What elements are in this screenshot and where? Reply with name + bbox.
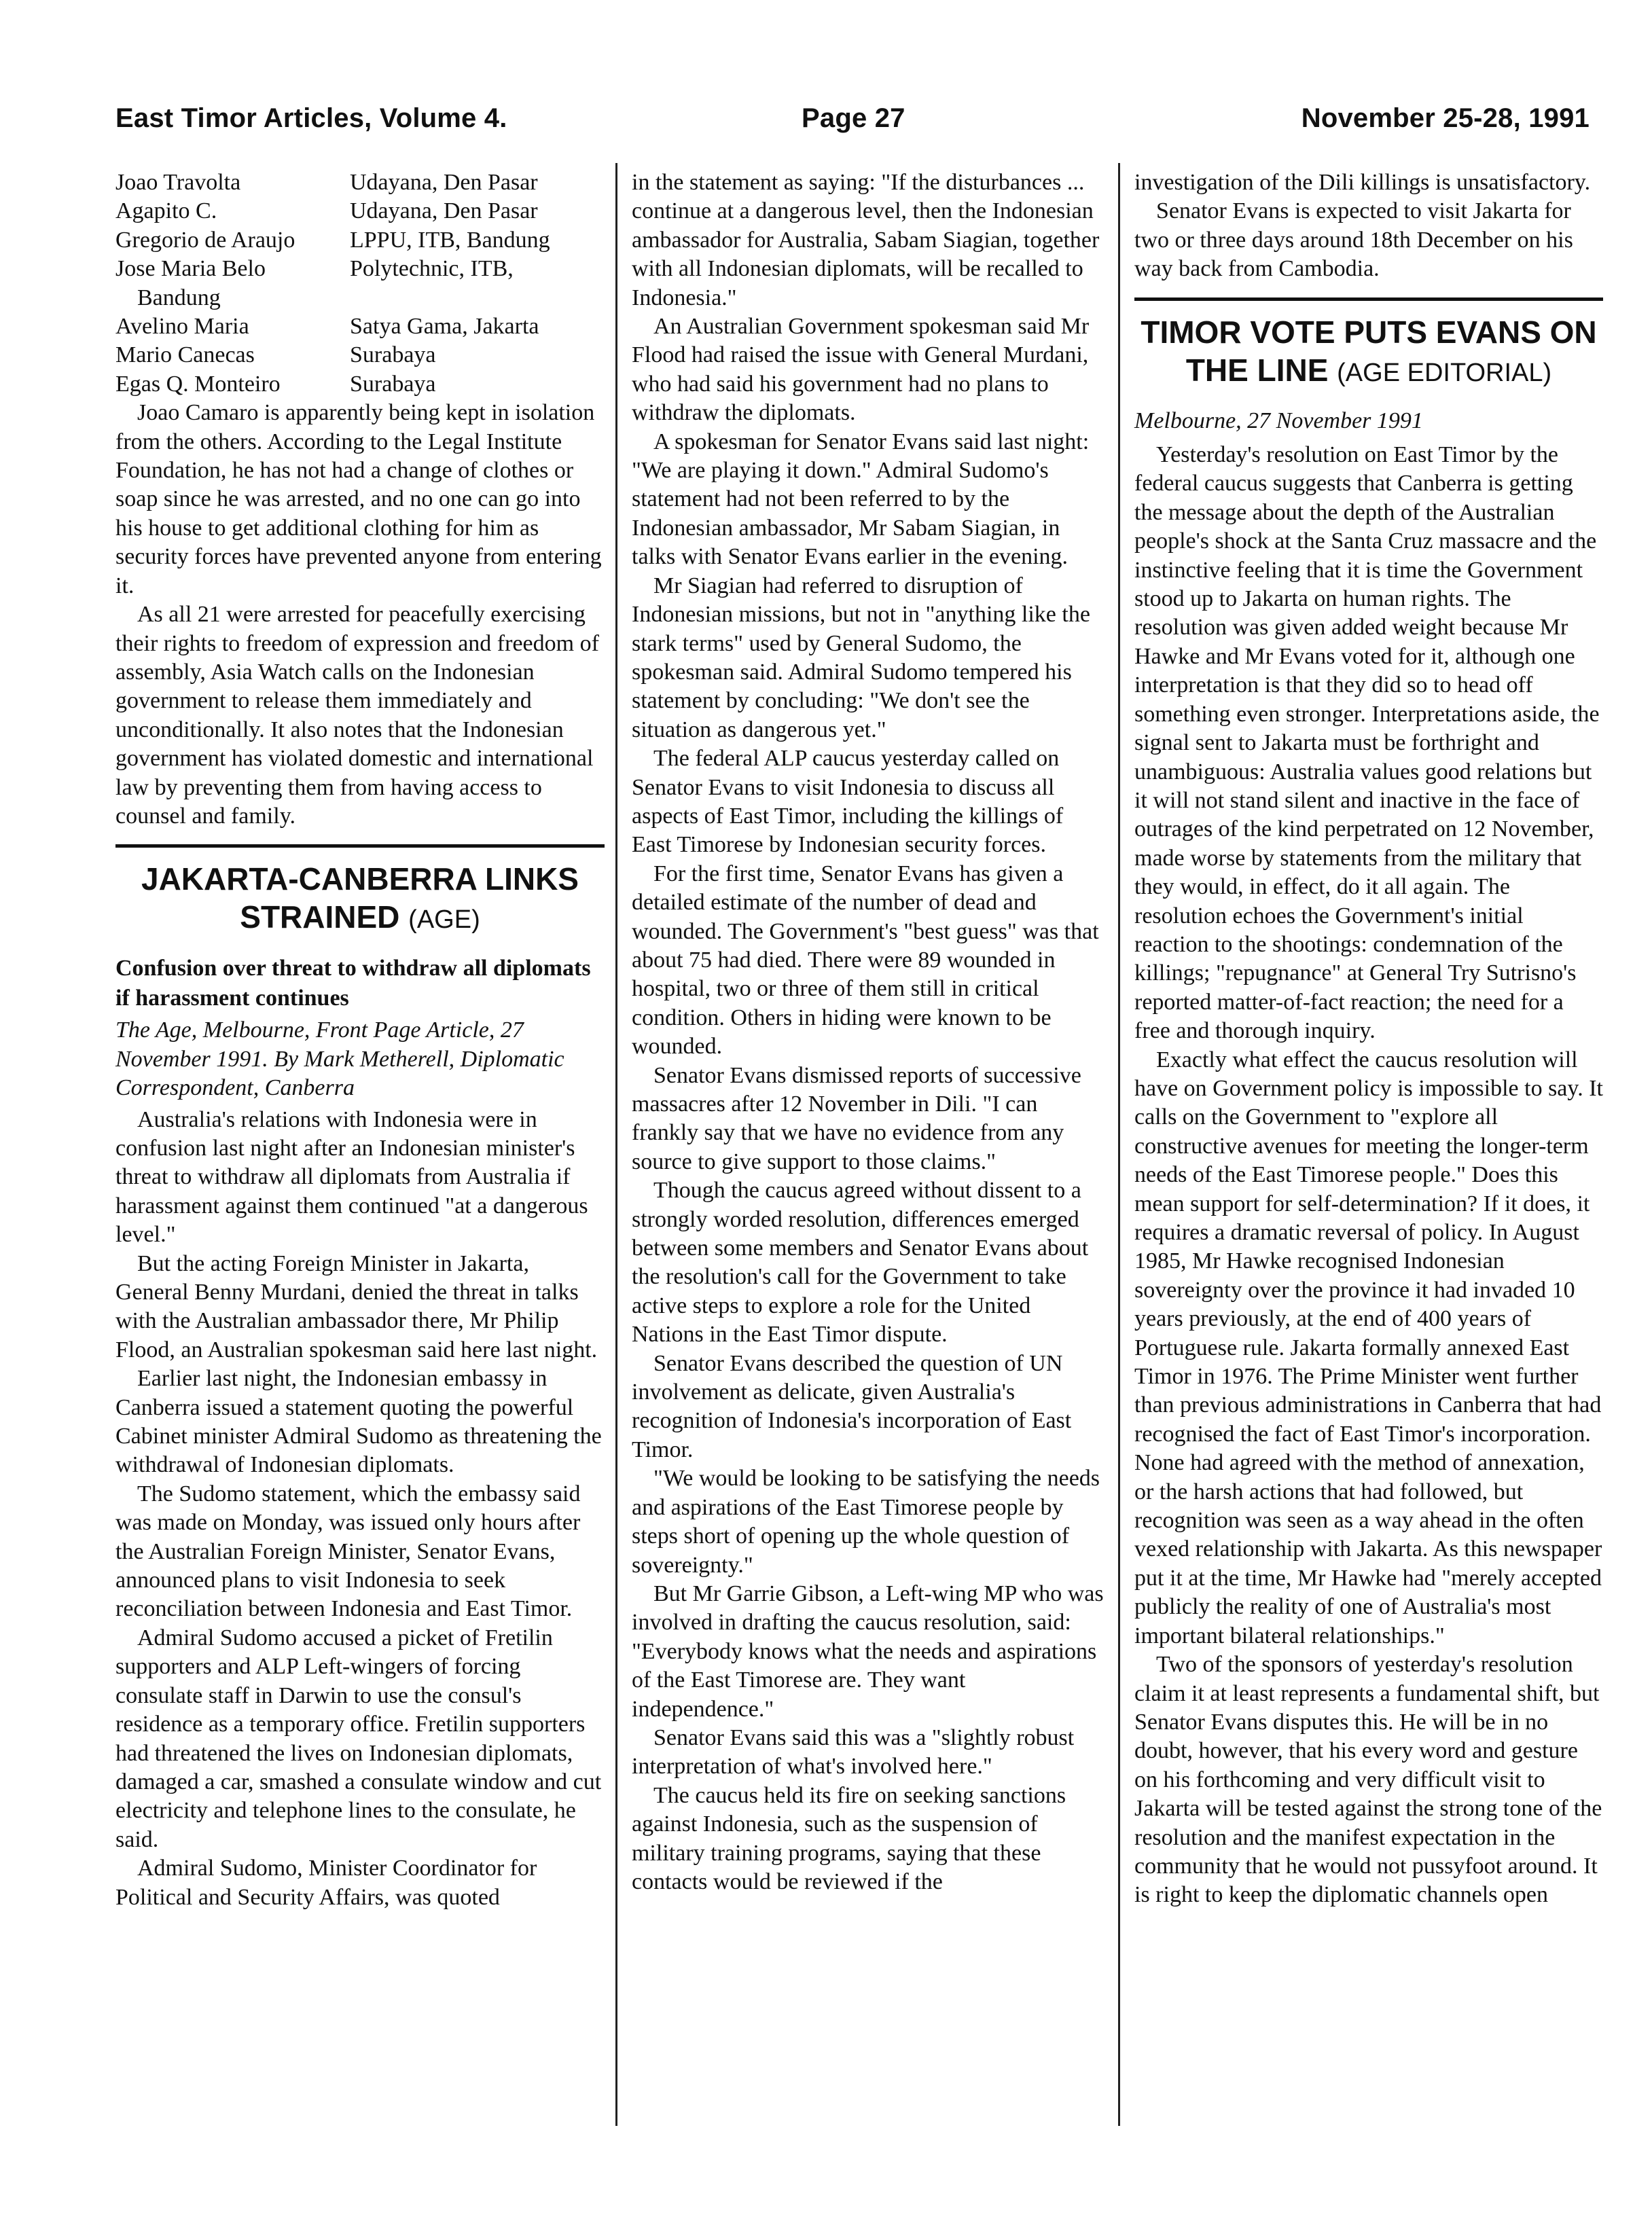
roster-place: Udayana, Den Pasar (350, 198, 538, 224)
paragraph: Two of the sponsors of yesterday's resolution claim it at least represents a fundamental shift, but Senator Evans disputes this. He will be in no doubt, however, that his every word and gesture on his forthcoming and very difficult visit to Jakarta will be tested against the strong tone of the resolution and the manifest expectation in the community that he would not pussyfoot around. It is right to keep the diplomatic channels open (1134, 1652, 1602, 1908)
column-3 (1134, 168, 1603, 1910)
paragraph: Yesterday's resolution on East Timor by the federal caucus suggests that Canberra is getting the message about the depth of the Australian people's shock at the Santa Cruz massacre and the instinctive feeling that it is time the Government stood up to Jakarta on human rights. The resolution was given added weight because Mr Hawke and Mr Evans voted for it, although one interpretation is that they did so to head off something even stronger. Interpretations aside, the signal sent to Jakarta must be forthright and unambiguous: Australia values good relations but it will not stand silent and inactive in the face of outrages of the kind perpetrated on 12 November, made worse by statements from the military that they would, in effect, do it all again. The resolution echoes the Government's initial reaction to the shootings: condemnation of the killings; "repugnance" at General Try Sutrisno's reported matter-of-fact reaction; the need for a free and thorough inquiry. (1134, 442, 1600, 1044)
paragraph-continued: in the statement as saying: "If the disturbances ... continue at a dangerous level, then the Indonesian ambassador for Australia, Sabam Siagian, together with all Indonesian diplomats, will be recalled to Indonesia." (632, 170, 1100, 310)
roster-name: Jose Maria Belo (115, 256, 266, 282)
paragraph: A spokesman for Senator Evans said last night: "We are playing it down." Admiral Sudomo's statement had not been referred to by the Indonesian ambassador, Mr Sabam Siagian, in talks with Senator Evans earlier in the evening. (632, 429, 1090, 570)
column-2 (632, 168, 1107, 1896)
article-byline: The Age, Melbourne, Front Page Article, 27 November 1991. By Mark Metherell, Diplomatic Correspondent, Canberra (115, 1017, 564, 1101)
paragraph: An Australian Government spokesman said Mr Flood had raised the issue with General Murdani, who had said his government had no plans to withdraw the diplomats. (632, 314, 1090, 426)
paragraph: Admiral Sudomo accused a picket of Fretilin supporters and ALP Left-wingers of forcing consulate staff in Darwin to use the consul's residence as a temporary office. Fretilin supporters had threatened the lives on Indonesian diplomats, damaged a car, smashed a consulate window and cut electricity and telephone lines to the consulate, he said. (115, 1625, 602, 1852)
paragraph: But Mr Garrie Gibson, a Left-wing MP who was involved in drafting the caucus resolution, said: "Everybody knows what the needs and aspirations of the East Timorese are. They want independence." (632, 1581, 1104, 1722)
paragraph: Exactly what effect the caucus resolution will have on Government policy is impossible to say. It calls on the Government to "explore all constructive avenues for meeting the longer-term needs of the East Timorese people." Does this mean support for self-determination? If it does, it requires a dramatic reversal of policy. In August 1985, Mr Hawke recognised Indonesian sovereignty over the province it had invaded 10 years previously, at the end of 400 years of Portuguese rule. Jakarta formally annexed East Timor in 1976. The Prime Minister went further than previous administrations in Canberra that had recognised the fact of East Timor's incorporation. None had agreed with the method of annexation, or the harsh actions that had followed, but recognition was seen as a way ahead in the often vexed relationship with Jakarta. As this newspaper put it at the time, Mr Hawke had "merely accepted publicly the reality of one of Australia's most important bilateral relationships." (1134, 1047, 1603, 1648)
column-1 (115, 168, 605, 1912)
paragraph: Senator Evans described the question of UN involvement as delicate, given Australia's recognition of Indonesia's incorporation of East Timor. (632, 1350, 1072, 1462)
roster-place: Surabaya (350, 371, 436, 397)
detainee-roster (115, 168, 605, 399)
running-header-date: November 25-28, 1991 (1301, 103, 1590, 133)
paragraph: As all 21 were arrested for peacefully exercising their rights to freedom of expression and freedom of assembly, Asia Watch calls on the Indonesian government to release them immediately and unconditionally. It also notes that the Indonesian government has violated domestic and international law by preventing them from having access to counsel and family. (115, 602, 599, 829)
roster-place: Surabaya (350, 342, 436, 368)
roster-place: Polytechnic, ITB, (350, 256, 514, 282)
paragraph-continued: investigation of the Dili killings is unsatisfactory. (1134, 170, 1591, 195)
roster-name: Avelino Maria (115, 314, 249, 340)
section-rule (1134, 297, 1603, 301)
editorial-headline (1134, 313, 1603, 392)
paragraph: Senator Evans is expected to visit Jakarta for two or three days around 18th December on his way back from Cambodia. (1134, 198, 1573, 282)
column-divider-2 (1118, 163, 1120, 2126)
headline-line-2: THE LINE (1185, 352, 1329, 388)
paragraph: Joao Camaro is apparently being kept in isolation from the others. According to the Legal Institute Foundation, he has not had a change of clothes or soap since he was arrested, and no one can go into his house to get additional clothing for him as security forces have prevented anyone from entering it. (115, 400, 602, 598)
roster-name: Gregorio de Araujo (115, 227, 295, 253)
roster-name: Joao Travolta (115, 170, 241, 195)
paragraph: Australia's relations with Indonesia were in confusion last night after an Indonesian minister's threat to withdraw all diplomats from Australia if harassment against them continued "at a dangerous level." (115, 1106, 588, 1248)
paragraph: Senator Evans said this was a "slightly robust interpretation of what's involved here." (632, 1725, 1075, 1780)
paragraph: The caucus held its fire on seeking sanctions against Indonesia, such as the suspension of military training programs, saying that these contacts would be reviewed if the (632, 1782, 1066, 1894)
paragraph: Mr Siagian had referred to disruption of Indonesian missions, but not in "anything like the stark terms" used by General Sudomo, the spokesman said. Admiral Sudomo tempered his statement by concluding: "We don't see the situation as dangerous yet." (632, 573, 1090, 742)
headline-source: (AGE EDITORIAL) (1337, 358, 1552, 387)
running-header-page: Page 27 (802, 103, 905, 133)
paragraph: The Sudomo statement, which the embassy said was made on Monday, was issued only hours after the Australian Foreign Minister, Senator Evans, announced plans to visit Indonesia to seek reconciliation between Indonesia and East Timor. (115, 1481, 581, 1622)
paragraph: But the acting Foreign Minister in Jakarta, General Benny Murdani, denied the threat in talks with the Australian ambassador there, Mr Philip Flood, an Australian spokesman said here last night. (115, 1250, 598, 1362)
roster-place: Satya Gama, Jakarta (350, 314, 539, 340)
headline-source: (AGE) (408, 905, 480, 935)
article-headline (115, 860, 605, 939)
column-divider-1 (615, 163, 617, 2126)
headline-line-1: TIMOR VOTE PUTS EVANS ON (1141, 314, 1597, 350)
paragraph: Senator Evans dismissed reports of successive massacres after 12 November in Dili. "I can frankly say that we have no evidence from any source to give support to those claims." (632, 1062, 1081, 1174)
paragraph: The federal ALP caucus yesterday called on Senator Evans to visit Indonesia to discuss all aspects of East Timor, including the killings of East Timorese by Indonesian security forces. (632, 746, 1064, 858)
roster-name-continued: Bandung (137, 285, 221, 310)
roster-place (350, 284, 605, 312)
section-rule (115, 844, 605, 848)
paragraph: Though the caucus agreed without dissent to a strongly worded resolution, differences emerged between some members and Senator Evans about the resolution's call for the Government to take active steps to explore a role for the United Nations in the East Timor dispute. (632, 1178, 1089, 1348)
roster-name: Agapito C. (115, 198, 217, 224)
roster-place: LPPU, ITB, Bandung (350, 227, 550, 253)
running-header-title: East Timor Articles, Volume 4. (115, 103, 507, 133)
roster-name: Egas Q. Monteiro (115, 371, 281, 397)
paragraph: "We would be looking to be satisfying the needs and aspirations of the East Timorese people by steps short of opening up the whole question of sovereignty." (632, 1466, 1100, 1578)
article-subhead: Confusion over threat to withdraw all diplomats if harassment continues (115, 956, 591, 1011)
roster-place: Udayana, Den Pasar (350, 170, 538, 195)
editorial-dateline: Melbourne, 27 November 1991 (1134, 408, 1423, 433)
paragraph: Earlier last night, the Indonesian embassy in Canberra issued a statement quoting the powerful Cabinet minister Admiral Sudomo as threatening the withdrawal of Indonesian diplomats. (115, 1366, 602, 1478)
headline-line-2: STRAINED (240, 899, 400, 935)
roster-name: Mario Canecas (115, 342, 255, 368)
headline-line-1: JAKARTA-CANBERRA LINKS (141, 861, 579, 897)
paragraph: For the first time, Senator Evans has given a detailed estimate of the number of dead and wounded. The Government's "best guess" was that about 75 had died. There were 89 wounded in hospital, two or three of them still in critical condition. Others in hiding were known to be wounded. (632, 861, 1099, 1060)
paragraph: Admiral Sudomo, Minister Coordinator for Political and Security Affairs, was quoted (115, 1856, 537, 1910)
